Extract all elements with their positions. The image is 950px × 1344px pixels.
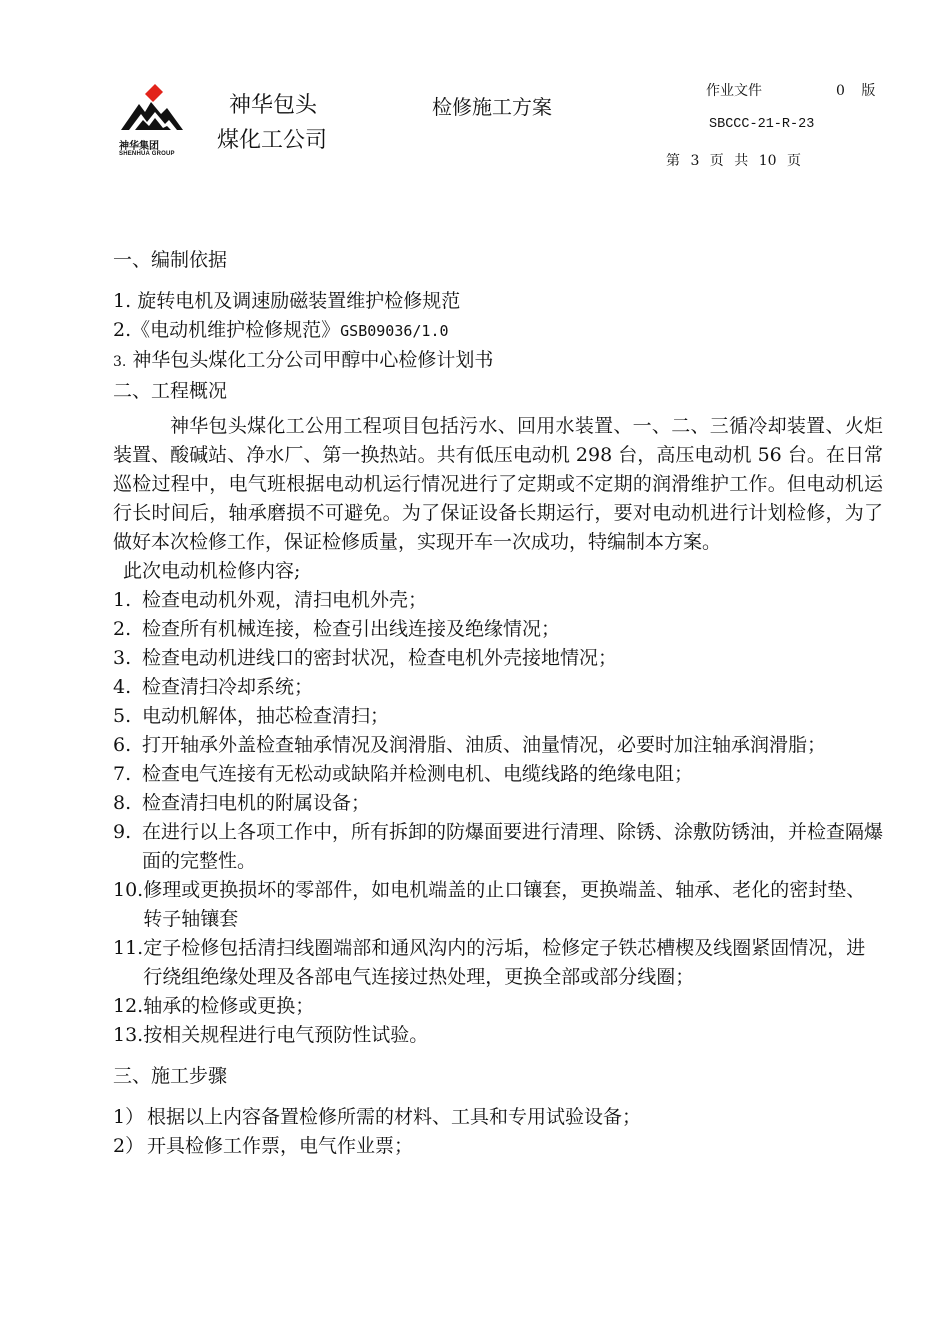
list-item xyxy=(113,702,883,731)
list-item-text: 检查电动机进线口的密封状况，检查电机外壳接地情况； xyxy=(142,647,618,669)
list-item xyxy=(113,789,883,818)
company-name-line2: 煤化工公司 xyxy=(217,128,328,153)
list-item-text: 电动机解体，抽芯检查清扫； xyxy=(142,705,390,727)
basis-item-2-text: 《电动机维护检修规范》 xyxy=(131,319,341,341)
list-item-number: 10. xyxy=(113,879,144,901)
list-item-text: 修理或更换损坏的零部件，如电机端盖的止口镶套，更换端盖、轴承、老化的密封垫、转子轴镶套 xyxy=(143,879,866,930)
list-item-number: 1） xyxy=(113,1106,145,1128)
basis-item-3 xyxy=(113,346,883,377)
document-version: 0 版 xyxy=(836,83,882,99)
basis-item-1 xyxy=(113,287,883,316)
basis-item-3-text: 神华包头煤化工分公司甲醇中心检修计划书 xyxy=(132,349,494,371)
list-item-text: 在进行以上各项工作中，所有拆卸的防爆面要进行清理、除锈、涂敷防锈油，并检查隔爆面的完整性。 xyxy=(142,821,884,872)
list-item-text: 定子检修包括清扫线圈端部和通风沟内的污垢，检修定子铁芯槽楔及线圈紧固情况，进行绕组绝缘处理及各部电气连接过热处理，更换全部或部分线圈； xyxy=(143,937,866,988)
list-item-number: 4. xyxy=(113,676,132,698)
list-item-number: 13. xyxy=(113,1024,144,1046)
list-item-number: 2） xyxy=(113,1135,145,1157)
document-body xyxy=(113,246,883,1161)
logo-text-cn: 神华集团 xyxy=(119,141,159,152)
list-item xyxy=(113,644,883,673)
list-item-number: 5. xyxy=(113,705,132,727)
list-item-number: 12. xyxy=(113,995,144,1017)
list-item-text: 检查所有机械连接，检查引出线连接及绝缘情况； xyxy=(142,618,561,640)
basis-item-1-text: 旋转电机及调速励磁装置维护检修规范 xyxy=(137,290,461,312)
list-item xyxy=(113,1021,883,1050)
list-item-number: 6. xyxy=(113,734,132,756)
section-1-title: 一、编制依据 xyxy=(113,249,228,271)
list-item xyxy=(113,760,883,789)
list-item-number: 7. xyxy=(113,763,132,785)
list-item xyxy=(113,615,883,644)
list-item-text: 按相关规程进行电气预防性试验。 xyxy=(143,1024,429,1046)
basis-item-3-num: 3. xyxy=(113,354,127,370)
overview-paragraph: 神华包头煤化工公用工程项目包括污水、回用水装置、一、二、三循冷却装置、火炬装置、酸碱站、净水厂、第一换热站。共有低压电动机 298 台，高压电动机 56 台。在日常巡检过程中，电气班根据电动机运行情况进行了定期或不定期的润滑维护工作。但电动机运行长时间后，轴承磨损不可避免。为了保证设备长期运行，要对电动机进行计划检修，为了做好本次检修工作，保证检修质量，实现开车一次成功，特编制本方案。 xyxy=(113,415,883,553)
list-item-text: 打开轴承外盖检查轴承情况及润滑脂、油质、油量情况，必要时加注轴承润滑脂； xyxy=(142,734,827,756)
list-item xyxy=(113,673,883,702)
list-item xyxy=(113,992,883,1021)
list-item-text: 轴承的检修或更换； xyxy=(143,995,315,1017)
list-item-text: 检查电动机外观，清扫电机外壳； xyxy=(142,589,428,611)
list-item-text: 检查电气连接有无松动或缺陷并检测电机、电缆线路的绝缘电阻； xyxy=(142,763,694,785)
list-item xyxy=(113,876,883,934)
basis-item-2-code: GSB09036/1.0 xyxy=(340,322,449,340)
list-item xyxy=(113,818,883,876)
section-3-title: 三、施工步骤 xyxy=(113,1065,228,1087)
list-item xyxy=(113,586,883,615)
scope-list xyxy=(113,586,883,1050)
shenhua-logo-icon xyxy=(115,80,187,136)
document-type: 作业文件 xyxy=(706,83,762,99)
section-2-title: 二、工程概况 xyxy=(113,380,228,402)
company-name-line1: 神华包头 xyxy=(229,93,318,118)
list-item-text: 检查清扫冷却系统； xyxy=(142,676,314,698)
page-info: 第 3 页 共 10 页 xyxy=(666,153,801,169)
list-item xyxy=(113,731,883,760)
list-item-text: 根据以上内容备置检修所需的材料、工具和专用试验设备； xyxy=(147,1106,642,1128)
list-item-text: 检查清扫电机的附属设备； xyxy=(142,792,371,814)
list-item xyxy=(113,1132,883,1161)
scope-intro: 此次电动机检修内容; xyxy=(123,560,301,582)
basis-item-2-num: 2. xyxy=(113,319,132,341)
list-item xyxy=(113,934,883,992)
list-item-number: 11. xyxy=(113,937,144,959)
basis-item-2 xyxy=(113,316,883,346)
document-code: SBCCC-21-R-23 xyxy=(709,117,815,132)
steps-list xyxy=(113,1103,883,1161)
list-item-number: 9. xyxy=(113,821,132,843)
list-item-text: 开具检修工作票，电气作业票； xyxy=(147,1135,414,1157)
list-item-number: 8. xyxy=(113,792,132,814)
list-item xyxy=(113,1103,883,1132)
basis-item-1-num: 1. xyxy=(113,290,132,312)
list-item-number: 3. xyxy=(113,647,132,669)
list-item-number: 2. xyxy=(113,618,132,640)
list-item-number: 1. xyxy=(113,589,132,611)
document-title: 检修施工方案 xyxy=(432,95,552,119)
logo-text-en: SHENHUA GROUP xyxy=(119,151,175,157)
